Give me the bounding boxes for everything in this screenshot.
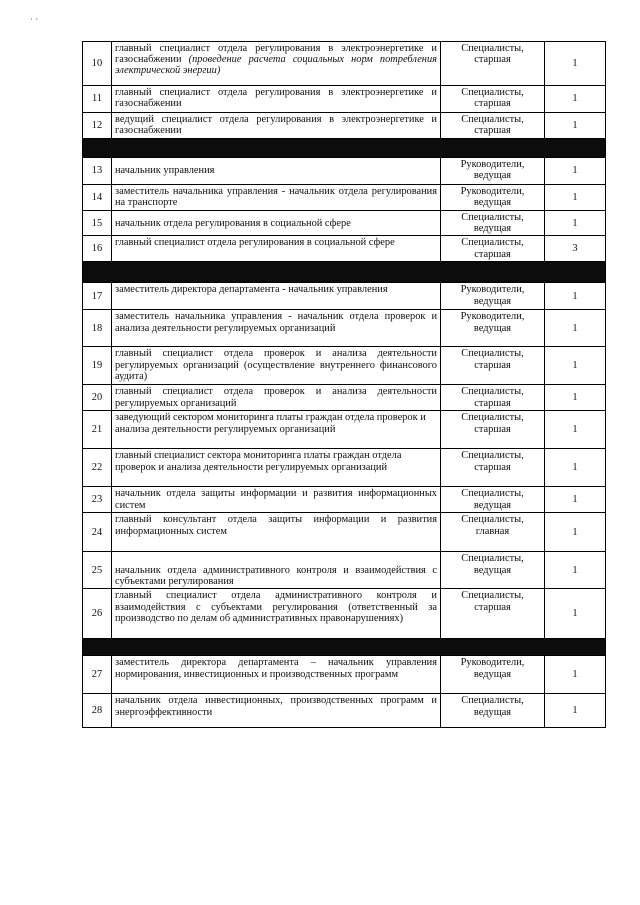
table-row bbox=[83, 283, 606, 310]
row-number: 16 bbox=[83, 236, 112, 262]
staff-count: 3 bbox=[545, 236, 606, 262]
staff-count: 1 bbox=[545, 185, 606, 211]
position-title: заведующий сектором мониторинга платы граждан отдела проверок и анализа деятельности регулируемых организаций bbox=[112, 411, 441, 449]
position-title: заместитель директора департамента – начальник управления нормирования, инвестиционных и производственных программ bbox=[112, 656, 441, 694]
position-title bbox=[112, 42, 441, 86]
position-category: Специалисты, старшая bbox=[441, 589, 545, 639]
position-category: Специалисты, старшая bbox=[441, 42, 545, 86]
staff-count: 1 bbox=[545, 310, 606, 347]
table-row bbox=[83, 487, 606, 513]
position-category: Специалисты, старшая bbox=[441, 236, 545, 262]
row-number: 21 bbox=[83, 411, 112, 449]
table-row bbox=[83, 552, 606, 589]
row-number: 13 bbox=[83, 158, 112, 185]
position-category: Руководители, ведущая bbox=[441, 158, 545, 185]
staff-count: 1 bbox=[545, 283, 606, 310]
position-category: Специалисты, старшая bbox=[441, 113, 545, 139]
position-category: Специалисты, главная bbox=[441, 513, 545, 552]
row-number: 25 bbox=[83, 552, 112, 589]
position-title: начальник отдела инвестиционных, производственных программ и энергоэффективности bbox=[112, 694, 441, 728]
row-number: 23 bbox=[83, 487, 112, 513]
staff-count: 1 bbox=[545, 385, 606, 411]
table-row bbox=[83, 449, 606, 487]
table-row bbox=[83, 694, 606, 728]
position-title: главный специалист отдела регулирования в электроэнергетике и газоснабжении bbox=[112, 86, 441, 113]
row-number: 15 bbox=[83, 211, 112, 236]
position-category: Специалисты, ведущая bbox=[441, 552, 545, 589]
section-band bbox=[83, 639, 606, 656]
position-title: начальник отдела защиты информации и развития информационных систем bbox=[112, 487, 441, 513]
row-number: 14 bbox=[83, 185, 112, 211]
position-title: заместитель начальника управления - начальник отдела проверок и анализа деятельности регулируемых организаций bbox=[112, 310, 441, 347]
position-title: заместитель директора департамента - начальник управления bbox=[112, 283, 441, 310]
table-row bbox=[83, 158, 606, 185]
staff-count: 1 bbox=[545, 86, 606, 113]
position-category: Специалисты, ведущая bbox=[441, 694, 545, 728]
table-row bbox=[83, 385, 606, 411]
staff-count: 1 bbox=[545, 411, 606, 449]
table-row bbox=[83, 86, 606, 113]
position-category: Специалисты, старшая bbox=[441, 411, 545, 449]
staff-count: 1 bbox=[545, 487, 606, 513]
row-number: 24 bbox=[83, 513, 112, 552]
table-row bbox=[83, 113, 606, 139]
position-title: главный консультант отдела защиты информации и развития информационных систем bbox=[112, 513, 441, 552]
position-category: Руководители, ведущая bbox=[441, 656, 545, 694]
staff-count: 1 bbox=[545, 589, 606, 639]
row-number: 11 bbox=[83, 86, 112, 113]
staff-count: 1 bbox=[545, 694, 606, 728]
position-title: главный специалист отдела административного контроля и взаимодействия с субъектами регулирования (ответственный за производство по делам об административных правонарушениях) bbox=[112, 589, 441, 639]
row-number: 26 bbox=[83, 589, 112, 639]
table-row bbox=[83, 185, 606, 211]
row-number: 28 bbox=[83, 694, 112, 728]
staff-count: 1 bbox=[545, 513, 606, 552]
position-category: Специалисты, старшая bbox=[441, 385, 545, 411]
staff-count: 1 bbox=[545, 449, 606, 487]
staff-count: 1 bbox=[545, 552, 606, 589]
staff-count: 1 bbox=[545, 211, 606, 236]
table-row bbox=[83, 347, 606, 385]
position-category: Руководители, ведущая bbox=[441, 310, 545, 347]
staff-count: 1 bbox=[545, 158, 606, 185]
row-number: 19 bbox=[83, 347, 112, 385]
position-category: Специалисты, старшая bbox=[441, 86, 545, 113]
staff-table bbox=[82, 41, 606, 728]
position-title: главный специалист отдела регулирования в социальной сфере bbox=[112, 236, 441, 262]
position-category: Специалисты, ведущая bbox=[441, 211, 545, 236]
table-row bbox=[83, 310, 606, 347]
table-row bbox=[83, 211, 606, 236]
staff-count: 1 bbox=[545, 113, 606, 139]
staff-count: 1 bbox=[545, 347, 606, 385]
staff-count: 1 bbox=[545, 656, 606, 694]
row-number: 18 bbox=[83, 310, 112, 347]
row-number: 27 bbox=[83, 656, 112, 694]
section-band bbox=[83, 139, 606, 158]
scan-marks: · · bbox=[30, 14, 39, 24]
table-row bbox=[83, 513, 606, 552]
position-category: Специалисты, ведущая bbox=[441, 487, 545, 513]
position-category: Руководители, ведущая bbox=[441, 185, 545, 211]
row-number: 20 bbox=[83, 385, 112, 411]
position-title: главный специалист сектора мониторинга платы граждан отдела проверок и анализа деятельности регулируемых организаций bbox=[112, 449, 441, 487]
table-row bbox=[83, 236, 606, 262]
position-category: Специалисты, старшая bbox=[441, 449, 545, 487]
table-row bbox=[83, 589, 606, 639]
position-title: главный специалист отдела проверок и анализа деятельности регулируемых организаций (осуществление внутреннего финансового аудита) bbox=[112, 347, 441, 385]
position-category: Руководители, ведущая bbox=[441, 283, 545, 310]
row-number: 22 bbox=[83, 449, 112, 487]
row-number: 17 bbox=[83, 283, 112, 310]
position-title: начальник отдела регулирования в социальной сфере bbox=[112, 211, 441, 236]
position-title: заместитель начальника управления - начальник отдела регулирования на транспорте bbox=[112, 185, 441, 211]
position-title: начальник управления bbox=[112, 158, 441, 185]
row-number: 12 bbox=[83, 113, 112, 139]
position-note: (проведение расчета социальных норм потребления электрической энергии) bbox=[115, 54, 437, 77]
position-text: главный специалист отдела регулирования в электроэнергетике и газоснабжении bbox=[115, 43, 437, 66]
section-band bbox=[83, 262, 606, 283]
row-number: 10 bbox=[83, 42, 112, 86]
position-category: Специалисты, старшая bbox=[441, 347, 545, 385]
table-row bbox=[83, 656, 606, 694]
position-title: начальник отдела административного контроля и взаимодействия с субъектами регулирования bbox=[112, 552, 441, 589]
staff-count: 1 bbox=[545, 42, 606, 86]
table-row bbox=[83, 411, 606, 449]
position-title: ведущий специалист отдела регулирования в электроэнергетике и газоснабжении bbox=[112, 113, 441, 139]
position-title: главный специалист отдела проверок и анализа деятельности регулируемых организаций bbox=[112, 385, 441, 411]
table-row bbox=[83, 42, 606, 86]
